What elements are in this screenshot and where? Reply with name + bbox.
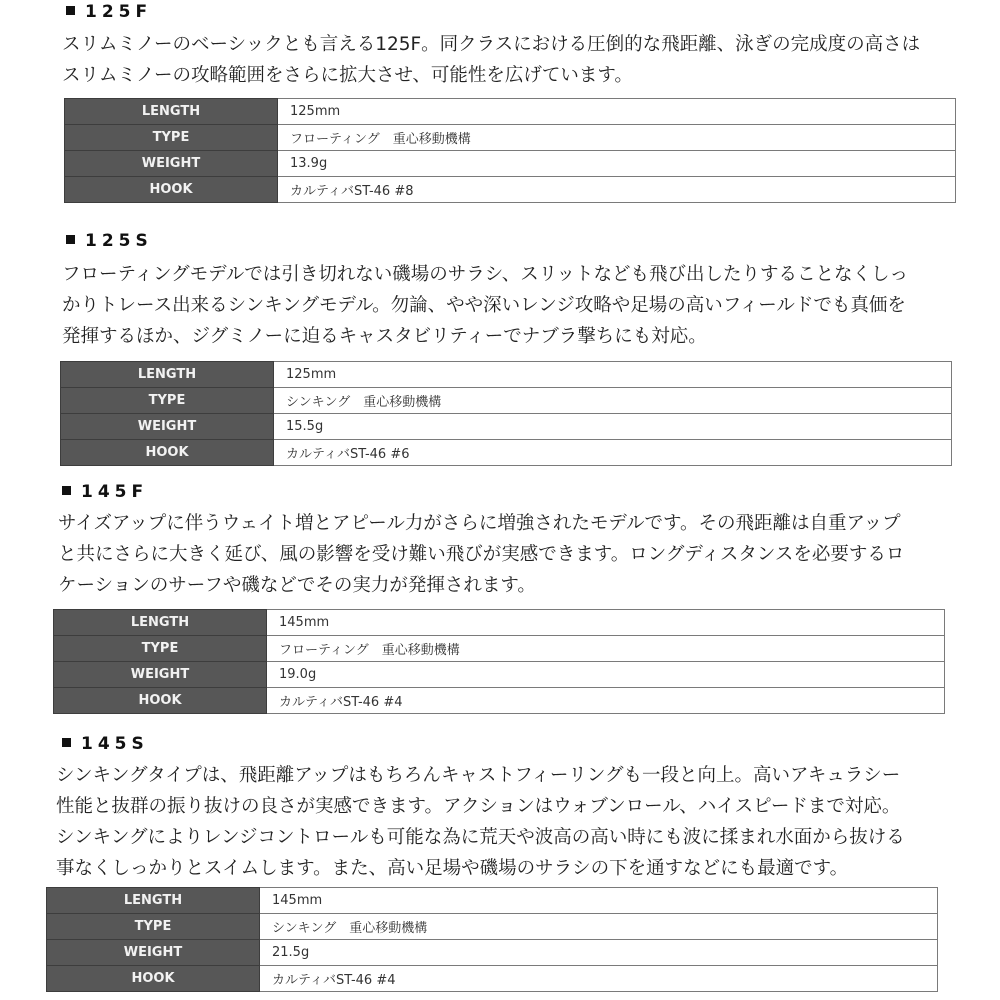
spec-row-length: [54, 610, 945, 636]
section-heading-145s: [62, 734, 149, 754]
spec-row-weight: [54, 662, 945, 688]
section-heading-145f: [62, 482, 148, 502]
spec-value: 19.0g: [267, 662, 945, 688]
description-line: 性能と抜群の振り抜けの良さが実感できます。アクションはウォブンロール、ハイスピードまで対応。: [56, 796, 901, 817]
spec-value: カルティバST-46 #8: [278, 177, 956, 203]
section-description: [58, 508, 904, 601]
spec-label: WEIGHT: [54, 662, 267, 688]
square-bullet-icon: [66, 6, 75, 15]
spec-row-weight: [65, 151, 956, 177]
spec-row-type: [54, 636, 945, 662]
spec-row-hook: [65, 177, 956, 203]
description-line: フローティングモデルでは引き切れない磯場のサラシ、スリットなども飛び出したりすることなくしっ: [62, 264, 909, 285]
spec-row-type: [65, 125, 956, 151]
spec-label: HOOK: [61, 440, 274, 466]
spec-value: カルティバST-46 #4: [267, 688, 945, 714]
spec-row-length: [47, 888, 938, 914]
spec-value: 15.5g: [274, 414, 952, 440]
section-description: [56, 760, 905, 884]
spec-row-weight: [61, 414, 952, 440]
spec-value: カルティバST-46 #6: [274, 440, 952, 466]
description-line: シンキングによりレンジコントロールも可能な為に荒天や波高の高い時にも波に揉まれ水面から抜ける: [56, 827, 905, 848]
spec-label: LENGTH: [54, 610, 267, 636]
description-line: スリムミノーの攻略範囲をさらに拡大させ、可能性を広げています。: [62, 65, 633, 86]
spec-row-length: [61, 362, 952, 388]
spec-value: フローティング 重心移動機構: [267, 636, 945, 662]
square-bullet-icon: [62, 486, 71, 495]
section-heading-125s: [66, 231, 153, 251]
spec-label: LENGTH: [65, 99, 278, 125]
spec-label: TYPE: [54, 636, 267, 662]
spec-table-125f: [64, 98, 956, 203]
spec-value: シンキング 重心移動機構: [274, 388, 952, 414]
description-line: かりトレース出来るシンキングモデル。勿論、やや深いレンジ攻略や足場の高いフィールドでも真価を: [62, 295, 906, 316]
spec-value: シンキング 重心移動機構: [260, 914, 938, 940]
spec-label: WEIGHT: [65, 151, 278, 177]
spec-label: TYPE: [65, 125, 278, 151]
description-line: 発揮するほか、ジグミノーに迫るキャスタビリティーでナブラ撃ちにも対応。: [62, 326, 707, 347]
spec-value: フローティング 重心移動機構: [278, 125, 956, 151]
spec-row-type: [47, 914, 938, 940]
square-bullet-icon: [62, 738, 71, 747]
section-description: [62, 259, 908, 352]
spec-label: HOOK: [65, 177, 278, 203]
description-line: ケーションのサーフや磯などでその実力が発揮されます。: [58, 575, 536, 596]
spec-row-length: [65, 99, 956, 125]
spec-label: WEIGHT: [47, 940, 260, 966]
spec-row-type: [61, 388, 952, 414]
spec-value: 13.9g: [278, 151, 956, 177]
section-title: 145F: [81, 482, 149, 502]
description-line: スリムミノーのベーシックとも言える125F。同クラスにおける圧倒的な飛距離、泳ぎの完成度の高さは: [62, 34, 921, 55]
spec-label: HOOK: [54, 688, 267, 714]
section-title: 125F: [85, 2, 153, 22]
spec-row-hook: [54, 688, 945, 714]
spec-table-145f: [53, 609, 945, 714]
spec-label: WEIGHT: [61, 414, 274, 440]
spec-value: 21.5g: [260, 940, 938, 966]
section-description: [62, 29, 920, 91]
description-line: と共にさらに大きく延び、風の影響を受け難い飛びが実感できます。ロングディスタンスを必要するロ: [58, 544, 905, 565]
spec-label: HOOK: [47, 966, 260, 992]
spec-table-145s: [46, 887, 938, 992]
spec-row-hook: [47, 966, 938, 992]
spec-label: LENGTH: [61, 362, 274, 388]
description-line: 事なくしっかりとスイムします。また、高い足場や磯場のサラシの下を通すなどにも最適です。: [56, 858, 849, 879]
spec-table-125s: [60, 361, 952, 466]
spec-value: 145mm: [260, 888, 938, 914]
spec-value: 125mm: [274, 362, 952, 388]
section-heading-125f: [66, 2, 152, 22]
spec-label: TYPE: [61, 388, 274, 414]
spec-value: 145mm: [267, 610, 945, 636]
spec-row-weight: [47, 940, 938, 966]
spec-label: TYPE: [47, 914, 260, 940]
description-line: サイズアップに伴うウェイト増とアピール力がさらに増強されたモデルです。その飛距離は自重アップ: [58, 513, 901, 534]
spec-value: 125mm: [278, 99, 956, 125]
description-line: シンキングタイプは、飛距離アップはもちろんキャストフィーリングも一段と向上。高いアキュラシー: [56, 765, 901, 786]
spec-value: カルティバST-46 #4: [260, 966, 938, 992]
section-title: 145S: [81, 734, 149, 754]
spec-label: LENGTH: [47, 888, 260, 914]
spec-row-hook: [61, 440, 952, 466]
square-bullet-icon: [66, 235, 75, 244]
section-title: 125S: [85, 231, 153, 251]
